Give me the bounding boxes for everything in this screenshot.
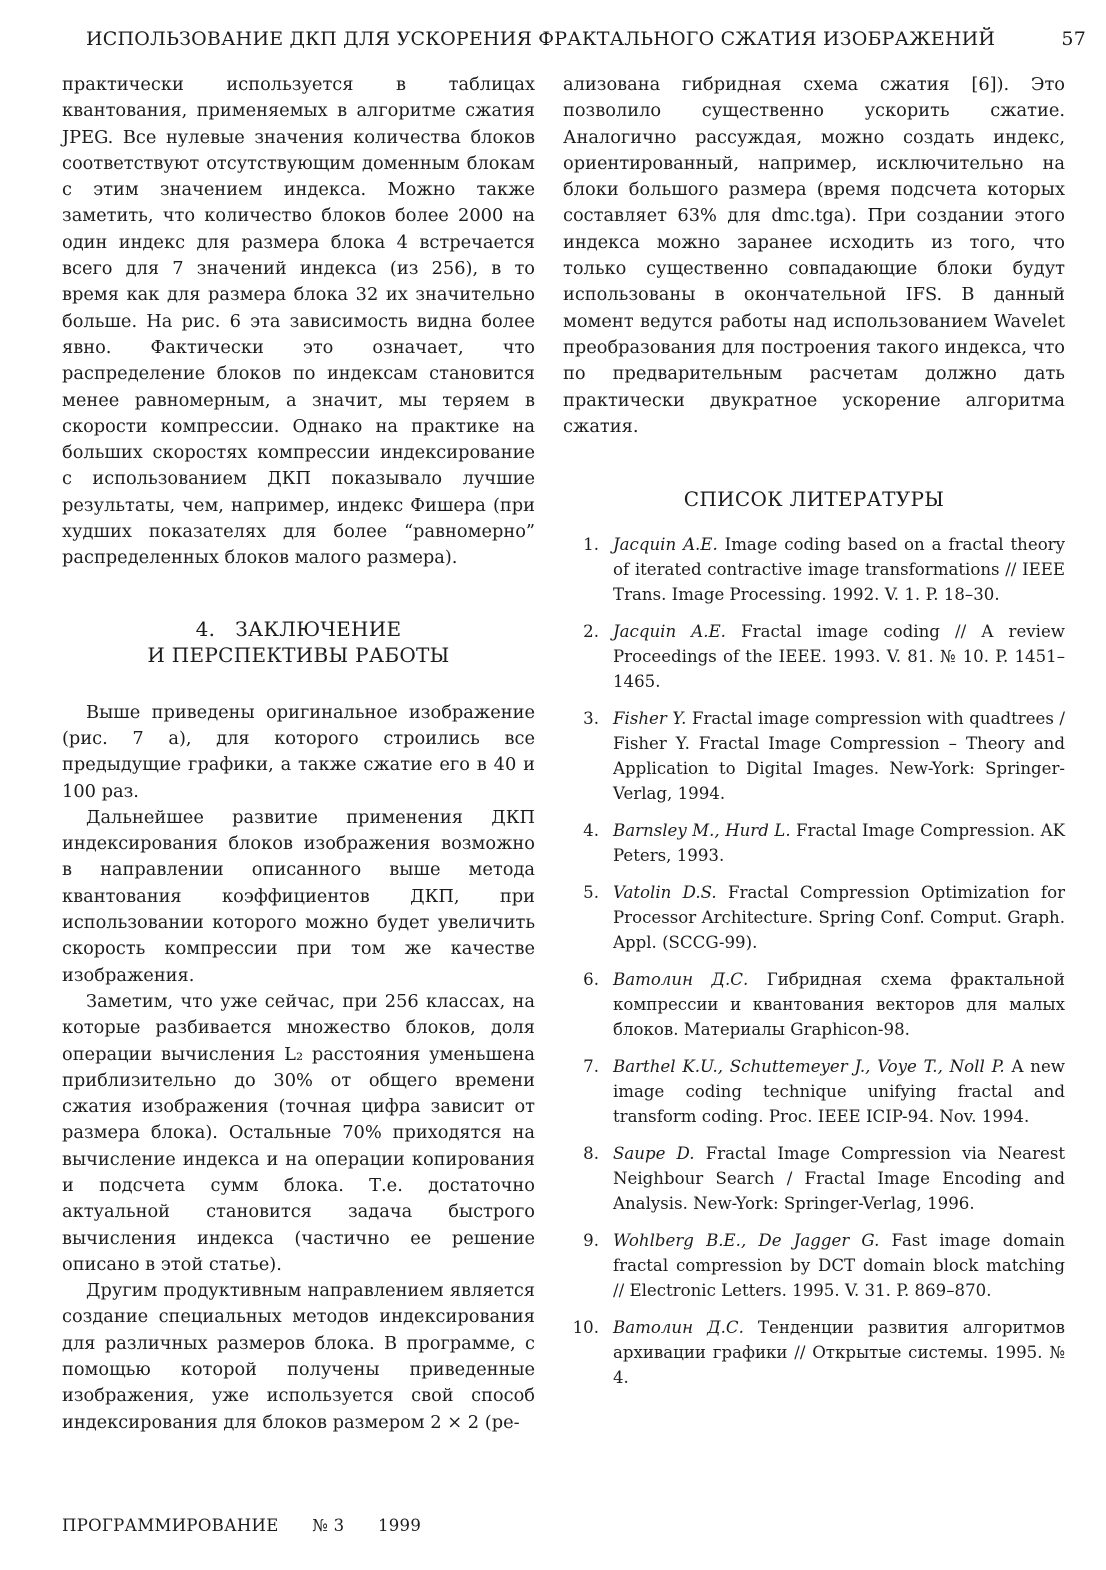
publication-year: 1999 xyxy=(377,1516,422,1535)
body-paragraph: Выше приведены оригинальное изображение (рис. 7 а), для которого строились все предыдущие графики, а также сжатие его в 40 и 100 раз. xyxy=(62,701,535,802)
running-title: ИСПОЛЬЗОВАНИЕ ДКП ДЛЯ УСКОРЕНИЯ ФРАКТАЛЬНОГО СЖАТИЯ ИЗОБРАЖЕНИЙ xyxy=(86,28,996,50)
right-column xyxy=(563,72,1065,1402)
references-heading: СПИСОК ЛИТЕРАТУРЫ xyxy=(683,487,945,512)
reference-author: Fisher Y. xyxy=(613,709,687,729)
reference-text: Fractal Image Compression. AK Peters, 1993. xyxy=(613,821,1065,866)
reference-item xyxy=(563,619,1065,694)
reference-author: Saupe D. xyxy=(613,1144,695,1164)
section-heading-line1: 4. ЗАКЛЮЧЕНИЕ xyxy=(195,616,402,641)
reference-number: 6. xyxy=(583,970,599,990)
reference-text: Fractal Compression Optimization for Processor Architecture. Spring Conf. Comput. Graph. Appl. (SCCG-99). xyxy=(613,883,1065,953)
reference-text: Fractal Image Compression via Nearest Neighbour Search / Fractal Image Encoding and Analysis. New-York: Springer-Verlag, 1996. xyxy=(613,1144,1066,1214)
reference-item xyxy=(563,880,1065,955)
reference-author: Vatolin D.S. xyxy=(613,883,717,903)
page-number: 57 xyxy=(1061,28,1086,50)
reference-author: Jacquin A.E. xyxy=(613,535,718,555)
reference-number: 3. xyxy=(583,709,599,729)
reference-text: Image coding based on a fractal theory of iterated contractive image transformations // IEEE Trans. Image Processing. 1992. V. 1. P. 18–30. xyxy=(613,535,1065,605)
reference-item xyxy=(563,1228,1065,1303)
section-heading xyxy=(62,616,535,668)
reference-author: Barnsley M., Hurd L. xyxy=(613,821,791,841)
reference-number: 7. xyxy=(583,1057,599,1077)
reference-number: 5. xyxy=(583,883,599,903)
reference-text: A new image coding technique unifying fractal and transform coding. Proc. IEEE ICIP-94. Nov. 1994. xyxy=(613,1057,1065,1127)
reference-number: 8. xyxy=(583,1144,599,1164)
issue-number: № 3 xyxy=(312,1516,345,1535)
reference-text: Тенденции развития алгоритмов архивации графики // Открытые системы. 1995. № 4. xyxy=(613,1318,1065,1388)
reference-item xyxy=(563,1141,1065,1216)
reference-number: 4. xyxy=(583,821,599,841)
section-heading-line2: И ПЕРСПЕКТИВЫ РАБОТЫ xyxy=(147,642,450,667)
reference-item xyxy=(563,1054,1065,1129)
reference-item xyxy=(563,818,1065,868)
reference-number: 1. xyxy=(583,535,599,555)
reference-author: Ватолин Д.С. xyxy=(613,1318,744,1338)
reference-author: Jacquin A.E. xyxy=(613,622,726,642)
reference-text: Fast image domain fractal compression by DCT domain block matching // Electronic Letters. 1995. V. 31. P. 869–870. xyxy=(613,1231,1065,1301)
reference-text: Гибридная схема фрактальной компрессии и квантования векторов для малых блоков. Материалы Graphicon-98. xyxy=(613,970,1065,1040)
body-paragraph: ализована гибридная схема сжатия [6]). Это позволило существенно ускорить сжатие. Аналогично рассуждая, можно создать индекс, ориентированный, например, исключительно на блоки большого размера (время подсчета которых составляет 63% для dmc.tga). При создании этого индекса можно заранее исходить из того, что только существенно совпадающие блоки будут использованы в окончательной IFS. В данный момент ведутся работы над использованием Wavelet преобразования для построения такого индекса, что по предварительным расчетам должно дать практически двукратное ускорение алгоритма сжатия. xyxy=(563,74,1065,437)
reference-author: Wohlberg B.E., De Jagger G. xyxy=(613,1231,880,1251)
reference-item xyxy=(563,967,1065,1042)
reference-number: 9. xyxy=(583,1231,599,1251)
running-footer xyxy=(62,1516,449,1535)
body-paragraph: Дальнейшее развитие применения ДКП индексирования блоков изображения возможно в направлении описанного выше метода квантования коэффициентов ДКП, при использовании которого можно будет увеличить скорость компрессии при том же качестве изображения. xyxy=(62,806,535,986)
body-paragraph: Заметим, что уже сейчас, при 256 классах, на которые разбивается множество блоков, доля операции вычисления L₂ расстояния уменьшена приблизительно до 30% от общего времени сжатия изображения (точная цифра зависит от размера блока). Остальные 70% приходятся на вычисление индекса и на операции копирования и подсчета сумм блока. Т.е. достаточно актуальной становится задача быстрого вычисления индекса (частично ее решение описано в этой статье). xyxy=(62,990,535,1275)
running-header xyxy=(86,28,1086,58)
reference-author: Ватолин Д.С. xyxy=(613,970,749,990)
reference-item xyxy=(563,706,1065,806)
reference-list xyxy=(563,532,1065,1390)
reference-number: 2. xyxy=(583,622,599,642)
journal-name: ПРОГРАММИРОВАНИЕ xyxy=(62,1516,279,1535)
reference-author: Barthel K.U., Schuttemeyer J., Voye T., Noll P. xyxy=(613,1057,1005,1077)
left-column xyxy=(62,72,535,1436)
reference-text: Fractal image coding // A review Proceedings of the IEEE. 1993. V. 81. № 10. P. 1451–1465. xyxy=(613,622,1065,692)
body-paragraph: практически используется в таблицах квантования, применяемых в алгоритме сжатия JPEG. Все нулевые значения количества блоков соответствуют отсутствующим доменным блокам с этим значением индекса. Можно также заметить, что количество блоков более 2000 на один индекс для размера блока 4 встречается всего для 7 значений индекса (из 256), в то время как для размера блока 32 их значительно больше. На рис. 6 эта зависимость видна более явно. Фактически это означает, что распределение блоков по индексам становится менее равномерным, а значит, мы теряем в скорости компрессии. Однако на практике на больших скоростях компрессии индексирование с использованием ДКП показывало лучшие результаты, чем, например, индекс Фишера (при худших показателях для более “равномерно” распределенных блоков малого размера). xyxy=(62,74,535,569)
reference-item xyxy=(563,532,1065,607)
reference-item xyxy=(563,1315,1065,1390)
body-paragraph: Другим продуктивным направлением является создание специальных методов индексирования для различных размеров блока. В программе, с помощью которой получены приведенные изображения, уже используется свой способ индексирования для блоков размером 2 × 2 (ре- xyxy=(62,1280,535,1433)
reference-number: 10. xyxy=(572,1318,599,1338)
reference-text: Fractal image compression with quadtrees / Fisher Y. Fractal Image Compression – Theory and Application to Digital Images. New-York: Springer-Verlag, 1994. xyxy=(613,709,1066,804)
